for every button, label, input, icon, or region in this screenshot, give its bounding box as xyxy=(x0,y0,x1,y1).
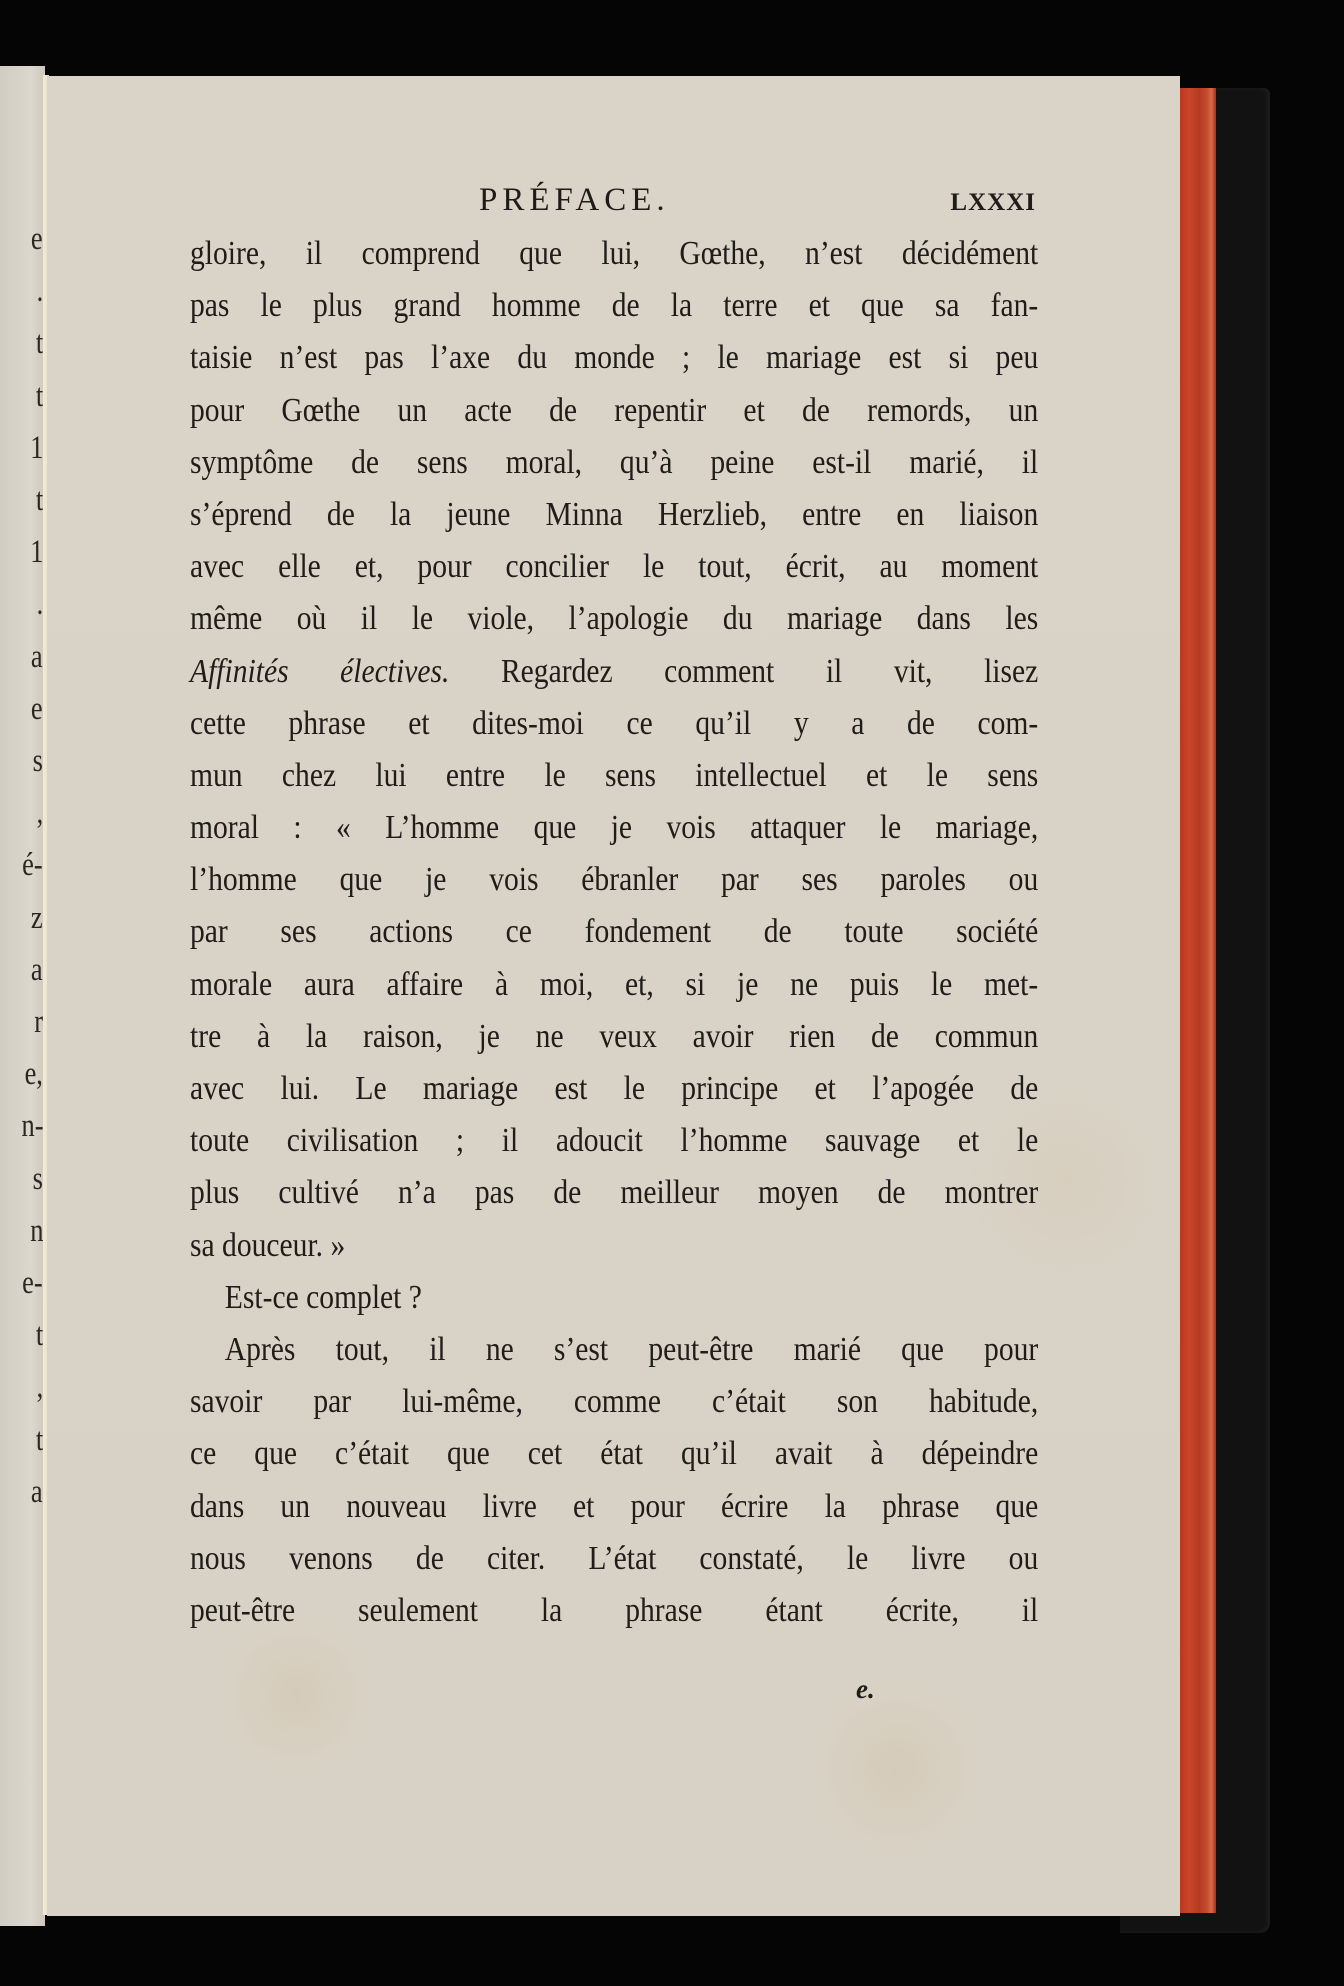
text-segment: morale aura affaire à moi, et, si je ne puis le met- xyxy=(190,965,1039,1003)
italic-title: Affinités électives. xyxy=(190,652,450,690)
facing-page-fragment: s xyxy=(32,1160,43,1197)
text-line xyxy=(190,906,1038,958)
red-page-edges xyxy=(1178,88,1216,1913)
text-line xyxy=(190,593,1038,645)
facing-page-fragment: s xyxy=(32,743,43,779)
text-segment: avec elle et, pour concilier le tout, écrit, au moment xyxy=(190,548,1039,586)
text-line xyxy=(190,1428,1038,1480)
facing-page-fragment: e xyxy=(31,690,43,727)
facing-page-fragment: n xyxy=(29,1212,43,1249)
facing-page-fragment: 1 xyxy=(29,534,43,571)
text-segment: avec lui. Le mariage est le principe et l’apogée de xyxy=(190,1070,1039,1107)
text-segment: plus cultivé n’a pas de meilleur moyen de montrer xyxy=(190,1174,1039,1212)
facing-page-fragment: t xyxy=(35,482,43,518)
facing-page-fragment: . xyxy=(36,586,43,623)
text-segment: gloire, il comprend que lui, Gœthe, n’est décidément xyxy=(190,235,1039,272)
facing-page-fragment: e xyxy=(31,221,43,257)
facing-page-fragment: t xyxy=(35,1421,43,1458)
facing-page-fragment: , xyxy=(36,1369,43,1406)
running-head-title: PRÉFACE. xyxy=(479,182,670,218)
text-line xyxy=(190,1585,1038,1637)
text-line xyxy=(190,802,1038,854)
text-line xyxy=(190,385,1038,437)
body-text xyxy=(190,228,1038,1637)
text-segment: dans un nouveau livre et pour écrire la phrase que xyxy=(190,1487,1039,1525)
facing-page-fragment: t xyxy=(35,325,43,362)
facing-page-fragment: a xyxy=(31,638,43,675)
text-line xyxy=(190,332,1038,384)
text-segment: mun chez lui entre le sens intellectuel et le sens xyxy=(190,756,1039,794)
text-segment: par ses actions ce fondement de toute société xyxy=(190,913,1039,951)
facing-page xyxy=(0,66,45,1926)
text-line xyxy=(190,541,1038,593)
text-segment: Regardez comment il vit, lisez xyxy=(449,652,1039,690)
text-line xyxy=(190,1011,1038,1063)
text-line xyxy=(190,489,1038,541)
facing-page-fragment: t xyxy=(35,1317,43,1354)
text-line xyxy=(190,750,1038,802)
facing-page-fragment: a xyxy=(31,951,43,988)
text-line xyxy=(190,1115,1038,1167)
text-segment: symptôme de sens moral, qu’à peine est-il marié, il xyxy=(190,443,1039,481)
text-segment: nous venons de citer. L’état constaté, le livre ou xyxy=(190,1539,1039,1577)
text-segment: ce que c’était que cet état qu’il avait à dépeindre xyxy=(190,1435,1039,1473)
text-line xyxy=(190,437,1038,489)
text-line xyxy=(190,1272,1038,1324)
running-head xyxy=(47,176,1180,226)
text-segment: Est-ce complet ? xyxy=(224,1278,422,1316)
text-segment: toute civilisation ; il adoucit l’homme sauvage et le xyxy=(190,1122,1039,1160)
text-line xyxy=(190,698,1038,750)
text-line xyxy=(190,280,1038,332)
text-line xyxy=(190,1063,1038,1115)
text-segment: Après tout, il ne s’est peut-être marié que pour xyxy=(224,1330,1039,1368)
signature-mark: e. xyxy=(856,1674,875,1704)
text-line xyxy=(190,1167,1038,1219)
text-segment: moral : « L’homme que je vois attaquer le mariage, xyxy=(190,809,1039,847)
facing-page-fragment: e, xyxy=(24,1056,43,1093)
book-page xyxy=(47,76,1180,1916)
facing-page-fragment: é- xyxy=(22,847,43,884)
text-segment: s’éprend de la jeune Minna Herzlieb, entre en liaison xyxy=(190,495,1039,533)
text-segment: tre à la raison, je ne veux avoir rien de commun xyxy=(190,1017,1039,1055)
facing-page-fragment: 1 xyxy=(29,429,43,466)
facing-page-fragment: a xyxy=(31,1473,43,1510)
text-segment: pas le plus grand homme de la terre et que sa fan- xyxy=(190,287,1039,325)
facing-page-fragment: r xyxy=(34,1004,43,1040)
text-line xyxy=(190,1533,1038,1585)
page-number: LXXXI xyxy=(950,189,1036,216)
facing-page-fragment: n- xyxy=(21,1108,43,1145)
text-line xyxy=(190,1220,1038,1272)
text-segment: même où il le viole, l’apologie du mariage dans les xyxy=(190,600,1039,638)
facing-page-fragment: t xyxy=(35,377,43,414)
facing-page-fragment: . xyxy=(36,273,43,310)
facing-page-fragment: e- xyxy=(22,1265,43,1301)
text-segment: l’homme que je vois ébranler par ses paroles ou xyxy=(190,861,1039,899)
text-segment: taisie n’est pas l’axe du monde ; le mariage est si peu xyxy=(190,339,1039,377)
text-line xyxy=(190,1324,1038,1376)
text-line xyxy=(190,646,1038,698)
text-segment: sa douceur. » xyxy=(190,1226,346,1264)
text-line xyxy=(190,1481,1038,1533)
text-segment: cette phrase et dites-moi ce qu’il y a de com- xyxy=(190,704,1039,742)
facing-page-fragment: , xyxy=(36,795,43,832)
text-segment: peut-être seulement la phrase étant écrite, il xyxy=(190,1591,1039,1629)
facing-page-fragment: z xyxy=(31,899,43,936)
text-line xyxy=(190,959,1038,1011)
text-line xyxy=(190,854,1038,906)
text-line xyxy=(190,1376,1038,1428)
text-segment: pour Gœthe un acte de repentir et de remords, un xyxy=(190,391,1039,429)
text-line xyxy=(190,228,1038,280)
text-segment: savoir par lui-même, comme c’était son habitude, xyxy=(190,1383,1039,1421)
